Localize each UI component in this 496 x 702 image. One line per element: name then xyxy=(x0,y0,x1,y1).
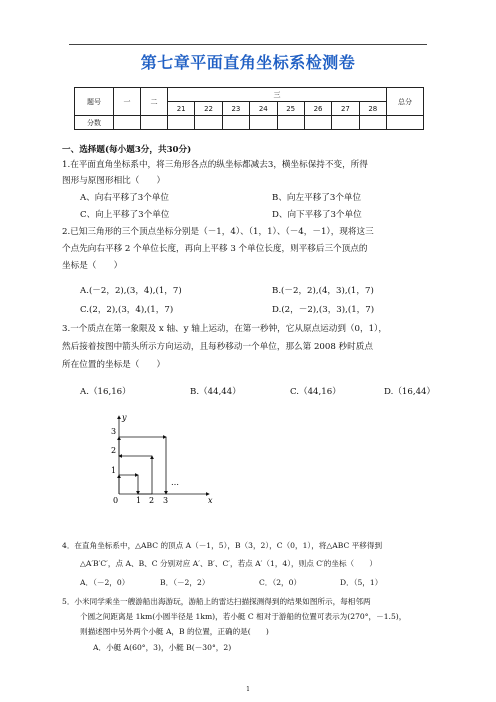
x-tick-2: 2 xyxy=(149,496,155,505)
q3-option-c[interactable]: C.（44,16） xyxy=(290,387,341,397)
q4-option-b[interactable]: B．（－2，2） xyxy=(160,578,210,587)
section-heading: 一、选择题(每小题3分，共30分) xyxy=(62,145,192,155)
header-total: 总分 xyxy=(387,88,424,116)
q2-option-a[interactable]: A.(－2，2),(3，4),(1，7) xyxy=(80,286,182,296)
score-cell[interactable] xyxy=(359,116,386,130)
q2-option-d[interactable]: D.(2，－2),(3，3),(1，7) xyxy=(272,305,375,315)
q3-option-d[interactable]: D.（16,44） xyxy=(384,387,436,397)
continuation-dots: … xyxy=(171,478,179,487)
question-number: 27 xyxy=(332,102,359,116)
q1-option-b[interactable]: B、向左平移了3个单位 xyxy=(272,193,362,203)
question-number: 26 xyxy=(304,102,331,116)
q1-option-a[interactable]: A、向右平移了3个单位 xyxy=(80,193,170,203)
question-number: 22 xyxy=(195,102,222,116)
question-number: 28 xyxy=(359,102,386,116)
q3-stem-line2: 然后接着按图中箭头所示方向运动，且每秒移动一个单位，那么第 2008 秒时质点 xyxy=(62,342,373,352)
score-cell[interactable] xyxy=(195,116,222,130)
motion-path xyxy=(119,437,166,494)
q3-figure xyxy=(105,413,215,513)
y-axis-label: y xyxy=(122,413,127,422)
q2-option-b[interactable]: B.(－2，2),(4，3),(1，7) xyxy=(272,286,374,296)
q2-stem-line2: 个点先向右平移 2 个单位长度，再向上平移 3 个单位长度，则平移后三个顶点的 xyxy=(62,244,368,254)
q5-stem-line2: 个圆之间距离是 1km(小圆半径是 1km)，若小艇 C 相对于游船的位置可表示为(270°，－1.5)， xyxy=(80,612,407,621)
score-cell[interactable] xyxy=(141,116,168,130)
q4-option-c[interactable]: C．（2，0） xyxy=(259,578,302,587)
y-tick-3: 3 xyxy=(111,427,117,436)
score-table xyxy=(74,87,424,130)
score-cell[interactable] xyxy=(222,116,249,130)
row-label-score: 分数 xyxy=(75,116,114,130)
question-number: 21 xyxy=(168,102,195,116)
header-section-two: 二 xyxy=(141,88,168,116)
q4-stem-line2: △A′B′C′，点 A、B、C 分别对应 A′、B′、C′，若点 A′（1，4），则点 C′的坐标（ ） xyxy=(80,559,377,568)
q5-stem-line3: 则描述图中另外两个小艇 A，B 的位置，正确的是( ) xyxy=(80,627,269,636)
q1-stem-line1: 1.在平面直角坐标系中，将三角形各点的纵坐标都减去3，横坐标保持不变，所得 xyxy=(62,160,368,170)
q2-stem-line3: 坐标是（ ） xyxy=(62,261,123,271)
x-tick-1: 1 xyxy=(136,496,142,505)
y-tick-1: 1 xyxy=(111,466,117,475)
score-cell[interactable] xyxy=(387,116,424,130)
y-tick-2: 2 xyxy=(111,446,117,455)
q2-option-c[interactable]: C.(2，2),(3，4),(1，7) xyxy=(80,305,174,315)
header-section-three: 三 xyxy=(168,88,387,102)
header-tihao: 题号 xyxy=(75,88,114,116)
q4-stem-line1: 4．在直角坐标系中，△ABC 的顶点 A（－1，5），B（3，2），C（0，1），将△ABC 平移得到 xyxy=(62,541,383,550)
q2-stem-line1: 2.已知三角形的三个顶点坐标分别是（－1，4）、（1，1）、（－4，－1），现将这三 xyxy=(62,227,374,237)
header-rule xyxy=(69,44,427,45)
score-cell[interactable] xyxy=(332,116,359,130)
header-section-one: 一 xyxy=(114,88,141,116)
q1-option-d[interactable]: D、向下平移了3个单位 xyxy=(272,210,362,220)
question-number: 25 xyxy=(277,102,304,116)
score-cell[interactable] xyxy=(168,116,195,130)
question-number: 23 xyxy=(222,102,249,116)
q3-option-a[interactable]: A.（16,16） xyxy=(80,387,131,397)
score-cell[interactable] xyxy=(304,116,331,130)
q5-stem-line1: 5．小米同学乘坐一艘游船出海游玩，游船上的雷达扫描探测得到的结果如图所示，每相邻两 xyxy=(62,597,371,606)
score-cell[interactable] xyxy=(250,116,277,130)
q3-stem-line1: 3.一个质点在第一象限及 x 轴、y 轴上运动，在第一秒钟，它从原点运动到（0，1）， xyxy=(62,324,387,334)
x-tick-3: 3 xyxy=(163,496,169,505)
question-number: 24 xyxy=(250,102,277,116)
x-axis-label: x xyxy=(208,496,213,505)
q1-stem-line2: 图形与原图形相比（ ） xyxy=(62,176,166,186)
score-cell[interactable] xyxy=(114,116,141,130)
q1-option-c[interactable]: C、向上平移了3个单位 xyxy=(80,210,170,220)
q5-option-a[interactable]: A．小艇 A(60°，3)，小艇 B(－30°，2) xyxy=(93,643,232,652)
q3-option-b[interactable]: B.（44,44） xyxy=(190,387,241,397)
origin-label: 0 xyxy=(113,496,119,505)
score-cell[interactable] xyxy=(277,116,304,130)
exam-title: 第七章平面直角坐标系检测卷 xyxy=(140,53,356,72)
q4-option-d[interactable]: D．（5，1） xyxy=(340,578,383,587)
page-number: 1 xyxy=(246,686,250,693)
q4-option-a[interactable]: A．（－2，0） xyxy=(80,578,130,587)
q3-stem-line3: 所在位置的坐标是（ ） xyxy=(62,360,166,370)
